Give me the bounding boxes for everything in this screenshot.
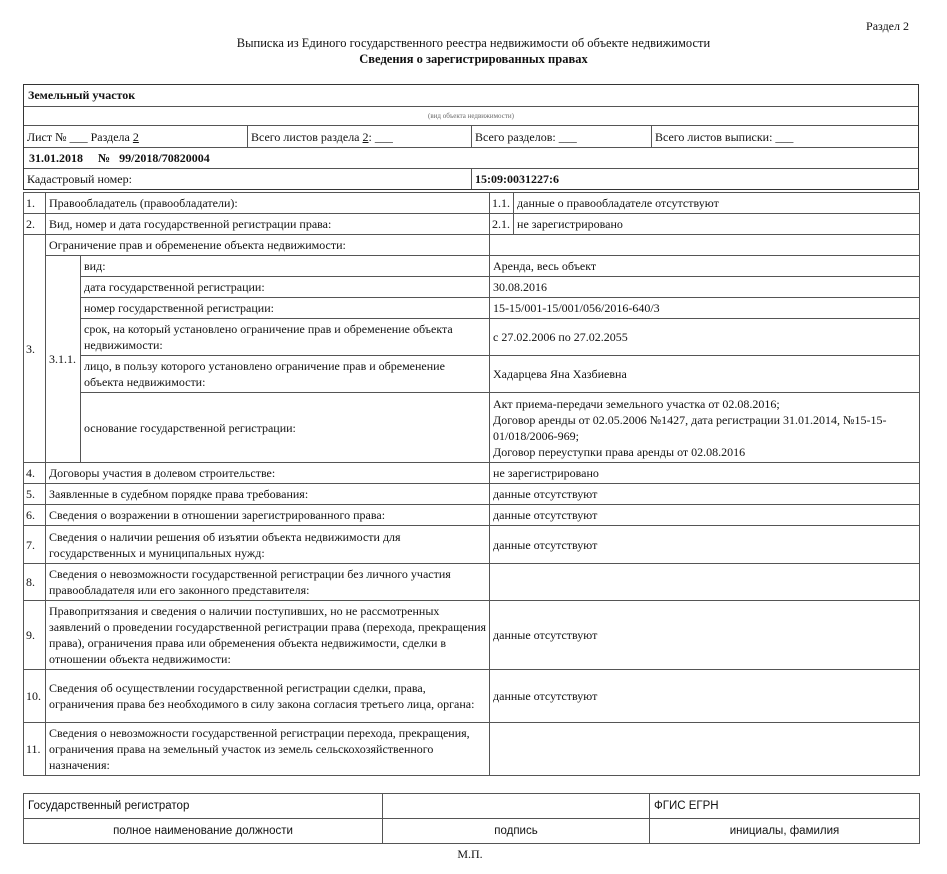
total-sheets-section-value: 2 [362,130,369,144]
row-label: Ограничение прав и обременение объекта недвижимости: [46,235,490,256]
object-type-caption: (вид объекта недвижимости) [24,107,918,126]
encumbrance-label: дата государственной регистрации: [81,277,490,298]
row-value [490,235,920,256]
table-row [24,564,920,601]
row-value: данные отсутствуют [490,670,920,723]
basis-line: Договор аренды от 02.05.2006 №1427, дата регистрации 31.01.2014, №15-15-01/018/2006-969; [493,412,887,443]
caption-signature: подпись [383,819,650,844]
row-number: 2. [24,214,46,235]
basis-line: Договор переуступки права аренды от 02.08.2016 [493,444,746,459]
cadastral-label: Кадастровый номер: [24,169,472,189]
sheet-number-label: Лист № [27,130,67,144]
table-row [24,235,920,256]
row-label: Сведения о наличии решения об изъятии объекта недвижимости для государственных и муниципальных нужд: [46,526,490,564]
total-sheets-section-tail: ___ [374,130,393,144]
table-row [24,723,920,776]
table-row [24,463,920,484]
row-subnumber: 2.1. [490,214,514,235]
encumbrance-value: Хадарцева Яна Хазбиевна [490,356,920,393]
total-sections-blank: ___ [558,130,577,144]
table-row [24,484,920,505]
sheet-info-row [24,126,918,148]
row-number: 3. [24,235,46,463]
encumbrance-value: 30.08.2016 [490,277,920,298]
row-value: не зарегистрировано [490,463,920,484]
encumbrance-label: номер государственной регистрации: [81,298,490,319]
table-row [24,505,920,526]
row-subnumber: 3.1.1. [46,256,81,463]
table-row [24,356,920,393]
basis-line: Акт приема-передачи земельного участка от 02.08.2016; [493,396,780,411]
row-label: Вид, номер и дата государственной регистрации права: [46,214,490,235]
row-number: 4. [24,463,46,484]
date-number-row [24,148,918,169]
total-sheets-section-label: Всего листов раздела [251,130,360,144]
row-value: данные отсутствуют [490,484,920,505]
row-value: не зарегистрировано [514,214,920,235]
encumbrance-value: с 27.02.2006 по 27.02.2055 [490,319,920,356]
total-sheets-section-cell [248,126,472,147]
total-sheets-extract-cell [652,126,918,147]
row-number: 11. [24,723,46,776]
row-label: Правообладатель (правообладатели): [46,193,490,214]
row-label: Договоры участия в долевом строительстве: [46,463,490,484]
total-sheets-section-colon: : [368,130,372,144]
table-row [24,670,920,723]
sheet-number-cell [24,126,248,147]
table-row [24,601,920,670]
section-word: Раздела [90,130,130,144]
row-number: 8. [24,564,46,601]
section-number: 2 [132,130,139,144]
table-row [24,277,920,298]
row-number: 7. [24,526,46,564]
table-row [24,214,920,235]
caption-position: полное наименование должности [24,819,383,844]
caption-name: инициалы, фамилия [650,819,920,844]
encumbrance-label: вид: [81,256,490,277]
encumbrance-value: 15-15/001-15/001/056/2016-640/3 [490,298,920,319]
document-title: Выписка из Единого государственного реестра недвижимости об объекте недвижимости [236,36,711,50]
section-label: Раздел 2 [866,19,909,33]
row-number: 1. [24,193,46,214]
row-value [490,723,920,776]
table-row [24,319,920,356]
signature-table [23,793,920,844]
row-value [490,564,920,601]
row-subnumber: 1.1. [490,193,514,214]
row-number: 6. [24,505,46,526]
total-sheets-extract-blank: ___ [775,130,794,144]
row-label: Сведения о невозможности государственной регистрации перехода, прекращения, ограничения права на земельный участок из земель сельскохозяйственного назначения: [46,723,490,776]
encumbrance-value [490,393,920,463]
row-value: данные отсутствуют [490,526,920,564]
row-label: Сведения о возражении в отношении зарегистрированного права: [46,505,490,526]
sheet-number-blank: ___ [69,130,88,144]
cadastral-value: 15:09:0031227:6 [475,172,559,186]
table-row [24,393,920,463]
row-number: 9. [24,601,46,670]
encumbrance-label: основание государственной регистрации: [81,393,490,463]
object-type: Земельный участок [24,85,918,107]
row-label: Заявленные в судебном порядке права требования: [46,484,490,505]
signature-cell [383,794,650,819]
table-row [24,794,920,819]
table-row [24,193,920,214]
row-label: Правопритязания и сведения о наличии поступивших, но не рассмотренных заявлений о проведении государственной регистрации права (перехода, прекращения права), ограничения права или обременения объекта недвижимости, сделки в отношении объекта недвижимости: [46,601,490,670]
total-sections-cell [472,126,652,147]
total-sheets-extract-label: Всего листов выписки: [655,130,773,144]
registrar-position: Государственный регистратор [24,794,383,819]
document-subtitle: Сведения о зарегистрированных правах [359,52,588,66]
extract-date: 31.01.2018 [29,151,83,165]
row-label: Сведения о невозможности государственной регистрации без личного участия правообладателя или его законного представителя: [46,564,490,601]
rights-table [23,192,920,776]
row-value: данные отсутствуют [490,505,920,526]
row-number: 5. [24,484,46,505]
encumbrance-value: Аренда, весь объект [490,256,920,277]
header-block [23,84,919,190]
stamp-place: М.П. [457,847,483,861]
row-number: 10. [24,670,46,723]
total-sections-label: Всего разделов: [475,130,556,144]
table-row [24,819,920,844]
table-row [24,298,920,319]
table-row [24,526,920,564]
registrar-name: ФГИС ЕГРН [650,794,920,819]
table-row [24,256,920,277]
cadastral-row [24,169,918,189]
encumbrance-label: срок, на который установлено ограничение прав и обременение объекта недвижимости: [81,319,490,356]
number-sign: № [98,151,111,165]
extract-number: 99/2018/70820004 [119,151,210,165]
row-value: данные отсутствуют [490,601,920,670]
row-value: данные о правообладателе отсутствуют [514,193,920,214]
row-label: Сведения об осуществлении государственной регистрации сделки, права, ограничения права без необходимого в силу закона согласия третьего лица, органа: [46,670,490,723]
encumbrance-label: лицо, в пользу которого установлено ограничение прав и обременение объекта недвижимости: [81,356,490,393]
